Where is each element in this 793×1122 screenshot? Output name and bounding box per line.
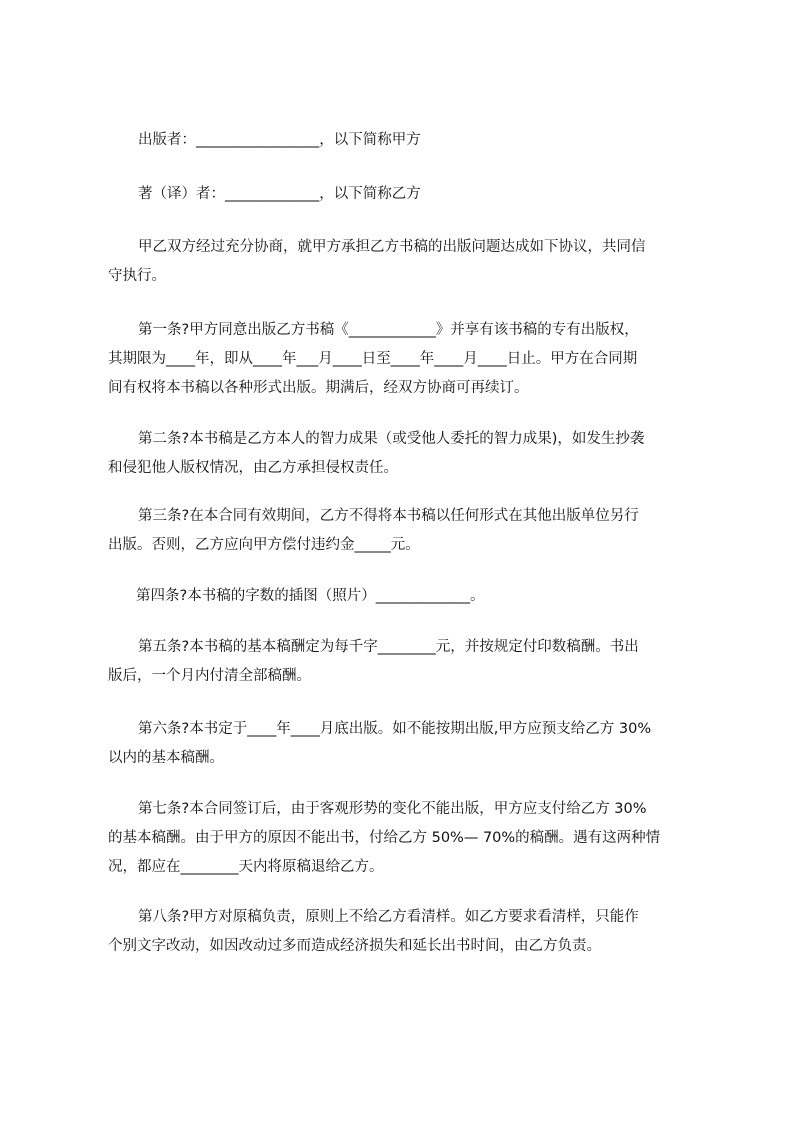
paragraph-line: 况，都应在________天内将原稿退给乙方。 — [108, 859, 384, 875]
paragraph-line: 著（译）者：_____________，以下简称乙方 — [138, 186, 421, 202]
paragraph-line: 出版者：_________________，以下简称甲方 — [138, 132, 421, 148]
paragraph-line: 守执行。 — [108, 268, 166, 284]
paragraph-line: 第八条?甲方对原稿负责，原则上不给乙方看清样。如乙方要求看清样，只能作 — [138, 909, 639, 925]
paragraph-line: 第七条?本合同签订后，由于客观形势的变化不能出版，甲方应支付给乙方 30% — [138, 801, 647, 817]
paragraph-line: 和侵犯他人版权情况，由乙方承担侵权责任。 — [108, 460, 398, 476]
paragraph-line: 第三条?在本合同有效期间，乙方不得将本书稿以任何形式在其他出版单位另行 — [138, 508, 639, 524]
paragraph-article-4 — [108, 582, 702, 611]
paragraph-line: 第五条?本书稿的基本稿酬定为每千字________元，并按规定付印数稿酬。书出 — [138, 639, 639, 655]
paragraph-line: 以内的基本稿酬。 — [108, 750, 224, 766]
paragraph-article-1 — [108, 316, 702, 403]
paragraph-line: 第一条?甲方同意出版乙方书稿《____________》并享有该书稿的专有出版权， — [138, 322, 639, 338]
paragraph-article-2 — [108, 425, 702, 483]
paragraph-publisher — [108, 126, 702, 155]
paragraph-line: 的基本稿酬。由于甲方的原因不能出书，付给乙方 50%— 70%的稿酬。遇有这两种情 — [108, 830, 661, 846]
paragraph-line: 出版。否则，乙方应向甲方偿付违约金_____元。 — [108, 537, 420, 553]
paragraph-line: 间有权将本书稿以各种形式出版。期满后，经双方协商可再续订。 — [108, 380, 529, 396]
paragraph-author — [108, 180, 702, 209]
paragraph-article-8 — [108, 903, 702, 961]
paragraph-article-5 — [108, 633, 702, 691]
paragraph-article-6 — [108, 715, 702, 773]
paragraph-line: 其期限为____年，即从____年___月____日至____年____月____日止。甲方在合同期 — [108, 351, 638, 367]
paragraph-line: 第二条?本书稿是乙方本人的智力成果（或受他人委托的智力成果)，如发生抄袭 — [138, 431, 645, 447]
paragraph-line: 第四条?本书稿的字数的插图（照片）_____________。 — [136, 588, 485, 604]
paragraph-line: 甲乙双方经过充分协商，就甲方承担乙方书稿的出版问题达成如下协议，共同信 — [138, 239, 646, 255]
paragraph-line: 版后，一个月内付清全部稿酬。 — [108, 668, 311, 684]
paragraph-line: 个别文字改动，如因改动过多而造成经济损失和延长出书时间，由乙方负责。 — [108, 938, 601, 954]
paragraph-article-7 — [108, 795, 702, 882]
paragraph-line: 第六条?本书定于____年____月底出版。如不能按期出版,甲方应预支给乙方 30% — [138, 721, 652, 737]
paragraph-preamble — [108, 233, 702, 291]
paragraph-article-3 — [108, 502, 702, 560]
